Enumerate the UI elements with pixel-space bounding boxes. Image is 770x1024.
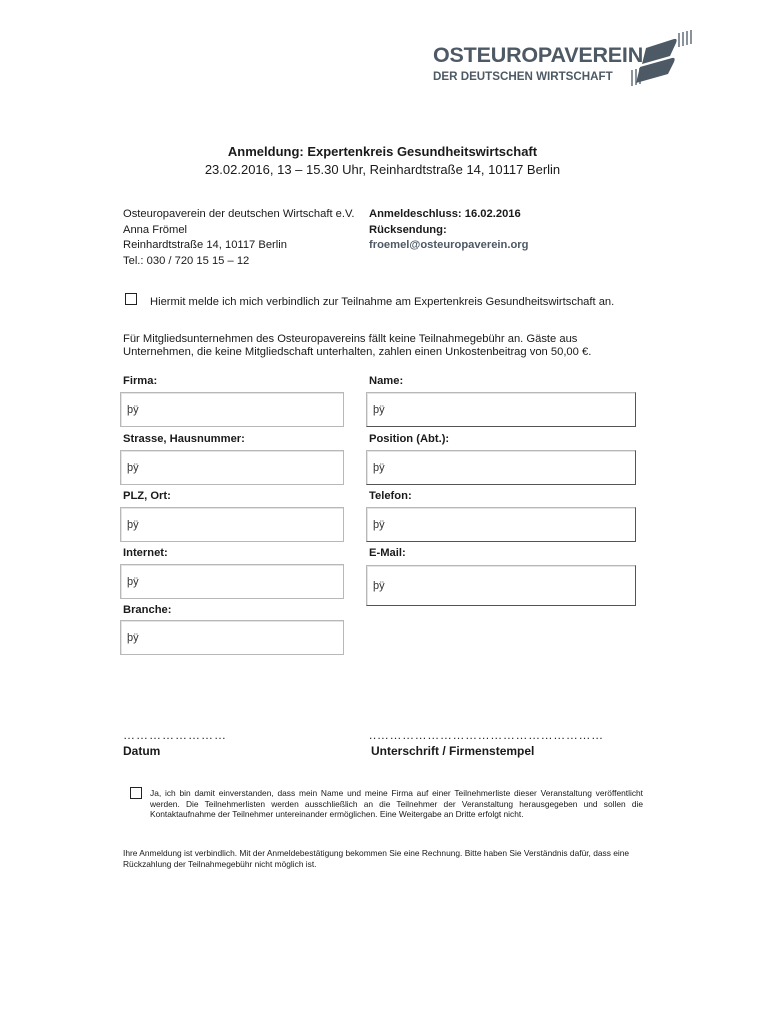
page-title: Anmeldung: Expertenkreis Gesundheitswirtschaft [227, 144, 538, 159]
city-label: PLZ, Ort: [123, 490, 171, 502]
city-input[interactable]: þÿ [120, 507, 344, 542]
fee-note: Für Mitgliedsunternehmen des Osteuropavereins fällt keine Teilnahmegebühr an. Gäste aus Unternehmen, die keine Mitgliedschaft unterhalten, zahlen einen Unkostenbeitrag von 50,00 €. [123, 333, 592, 358]
website-input[interactable]: þÿ [120, 564, 344, 599]
registration-checkbox[interactable] [125, 293, 137, 305]
date-label: Datum [123, 744, 161, 758]
signature-label: Unterschrift / Firmenstempel [371, 744, 535, 758]
organizer-address: Reinhardtstraße 14, 10117 Berlin [123, 239, 287, 251]
registration-checkbox-label: Hiermit melde ich mich verbindlich zur Teilnahme am Expertenkreis Gesundheitswirtschaft an. [150, 296, 615, 308]
email-label: E-Mail: [369, 547, 406, 559]
email-input[interactable]: þÿ [366, 565, 636, 606]
contact-return [369, 207, 529, 254]
name-input[interactable]: þÿ [366, 392, 636, 427]
contact-person: Anna Frömel [123, 223, 188, 236]
contact-organizer [123, 207, 355, 269]
organizer-name: Osteuropaverein der deutschen Wirtschaft e.V. [123, 208, 355, 220]
registration-deadline: Anmeldeschluss: 16.02.2016 [369, 208, 521, 220]
footnote: Ihre Anmeldung ist verbindlich. Mit der Anmeldebestätigung bekommen Sie eine Rechnung. Bitte haben Sie Verständnis dafür, dass eine Rückzahlung der Teilnahmegebühr nicht möglich ist. [123, 848, 630, 869]
logo-subtitle: DER DEUTSCHEN WIRTSCHAFT [433, 70, 613, 83]
company-label: Firma: [123, 375, 158, 387]
phone-label: Telefon: [369, 490, 412, 502]
position-input[interactable]: þÿ [366, 450, 636, 485]
return-email-link[interactable]: froemel@osteuropaverein.org [369, 239, 529, 251]
consent-checkbox[interactable] [130, 787, 142, 799]
signature-line: ..……………………………………………… [369, 728, 604, 742]
position-label: Position (Abt.): [369, 433, 450, 445]
date-line: …………………… [123, 728, 227, 742]
consent-text: Ja, ich bin damit einverstanden, dass mein Name und meine Firma auf einer Teilnehmerliste dieser Veranstaltung veröffentlicht werden. Die Teilnehmerlisten werden ausschließlich an die Teilnehmer der Veranstaltung herausgegeben und sollen die Kontaktaufnahme der Teilnehmer untereinander ermöglichen. Eine Weitergabe an Dritte erfolgt nicht. [150, 788, 643, 820]
website-label: Internet: [123, 547, 168, 559]
street-input[interactable]: þÿ [120, 450, 344, 485]
street-label: Strasse, Hausnummer: [123, 433, 245, 445]
logo-mark-icon [628, 30, 694, 88]
return-label: Rücksendung: [369, 223, 447, 236]
industry-label: Branche: [123, 604, 172, 616]
company-input[interactable]: þÿ [120, 392, 344, 427]
logo-name: OSTEUROPAVEREIN [433, 43, 644, 67]
organizer-phone: Tel.: 030 / 720 15 15 – 12 [123, 254, 250, 267]
event-details: 23.02.2016, 13 – 15.30 Uhr, Reinhardtstraße 14, 10117 Berlin [204, 162, 561, 177]
phone-input[interactable]: þÿ [366, 507, 636, 542]
name-label: Name: [369, 375, 404, 387]
industry-input[interactable]: þÿ [120, 620, 344, 655]
